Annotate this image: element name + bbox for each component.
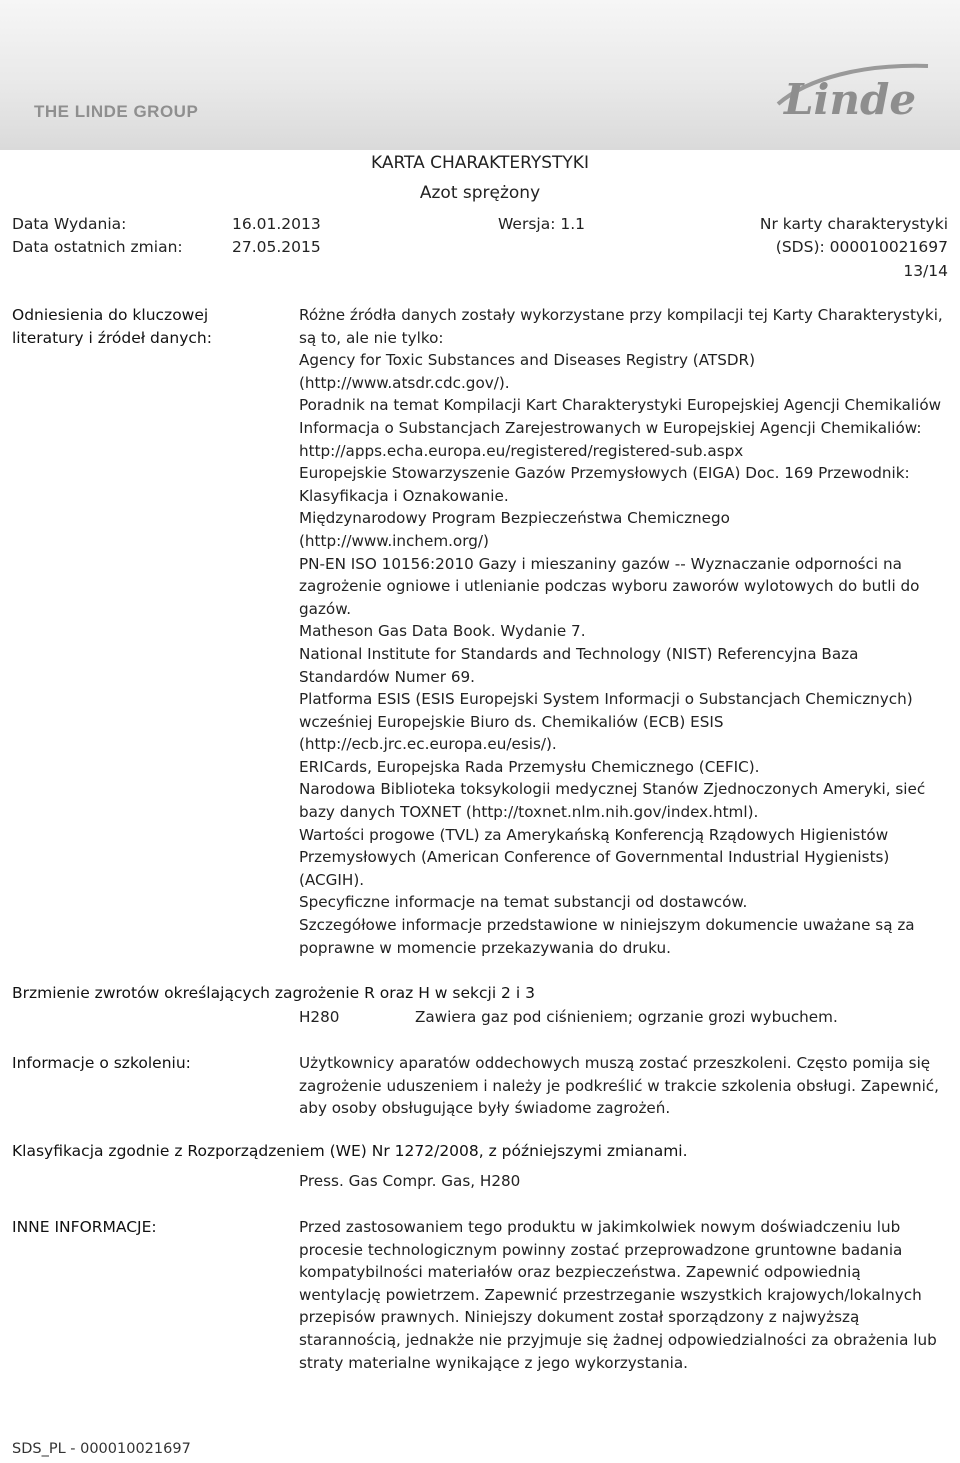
footer-doc-id: SDS_PL - 000010021697 bbox=[12, 1441, 191, 1457]
training-line: zagrożenie uduszeniem i należy je podkreślić w trakcie szkolenia obsługi. Zapewnić, bbox=[299, 1076, 939, 1095]
sds-number: (SDS): 000010021697 bbox=[775, 238, 948, 256]
product-name: Azot sprężony bbox=[419, 183, 541, 203]
reference-line: poprawne w momencie przekazywania do druku. bbox=[299, 938, 671, 957]
sds-number-label: Nr karty charakterystyki bbox=[759, 215, 948, 233]
reference-line: Poradnik na temat Kompilacji Kart Charakterystyki Europejskiej Agencji Chemikaliów bbox=[299, 396, 942, 415]
page-number: 13/14 bbox=[903, 262, 948, 280]
reference-line: Narodowa Biblioteka toksykologii medycznej Stanów Zjednoczonych Ameryki, sieć bbox=[299, 780, 926, 799]
other-info-line: procesie technologicznym powinny zostać przeprowadzone gruntowne badania bbox=[299, 1240, 903, 1259]
issue-date-label: Data Wydania: bbox=[12, 215, 127, 233]
training-line: aby osoby obsługujące były świadome zagrożeń. bbox=[299, 1099, 671, 1118]
hazard-text: Zawiera gaz pod ciśnieniem; ogrzanie grozi wybuchem. bbox=[415, 1008, 838, 1026]
classification-heading: Klasyfikacja zgodnie z Rozporządzeniem (WE) Nr 1272/2008, z późniejszymi zmianami. bbox=[12, 1142, 688, 1160]
header-banner bbox=[0, 0, 960, 150]
reference-line: bazy danych TOXNET (http://toxnet.nlm.nih.gov/index.html). bbox=[299, 803, 759, 822]
reference-line: Platforma ESIS (ESIS Europejski System Informacji o Substancjach Chemicznych) bbox=[299, 690, 913, 709]
reference-line: gazów. bbox=[299, 599, 352, 618]
references-text bbox=[299, 304, 949, 959]
other-info-label: INNE INFORMACJE: bbox=[12, 1218, 157, 1236]
reference-line: Agency for Toxic Substances and Diseases Registry (ATSDR) bbox=[299, 351, 756, 370]
other-info-line: Przed zastosowaniem tego produktu w jakimkolwiek nowym doświadczeniu lub bbox=[299, 1218, 901, 1236]
version: Wersja: 1.1 bbox=[498, 215, 586, 233]
other-info-line: starannością, jednakże nie przyjmuje się żadnej odpowiedzialności za obrażenia lub bbox=[299, 1330, 937, 1349]
other-info-line: przepisów prawnych. Niniejszy dokument został sporządzony z najwyższą bbox=[299, 1308, 860, 1327]
reference-line: Różne źródła danych zostały wykorzystane przy kompilacji tej Karty Charakterystyki, bbox=[299, 306, 943, 324]
training-line: Użytkownicy aparatów oddechowych muszą zostać przeszkoleni. Często pomija się bbox=[299, 1054, 931, 1072]
reference-line: (http://www.inchem.org/) bbox=[299, 531, 489, 550]
linde-group-logo: THE LINDE GROUP bbox=[34, 102, 199, 121]
reference-line: (http://www.atsdr.cdc.gov/). bbox=[299, 373, 510, 392]
reference-line: (ACGIH). bbox=[299, 870, 365, 889]
reference-line: ERICards, Europejska Rada Przemysłu Chemicznego (CEFIC). bbox=[299, 757, 760, 776]
reference-line: National Institute for Standards and Technology (NIST) Referencyjna Baza bbox=[299, 644, 859, 663]
classification-value: Press. Gas Compr. Gas, H280 bbox=[299, 1172, 521, 1190]
reference-line: są to, ale nie tylko: bbox=[299, 328, 444, 347]
issue-date: 16.01.2013 bbox=[232, 215, 321, 233]
reference-line: Międzynarodowy Program Bezpieczeństwa Chemicznego bbox=[299, 509, 730, 528]
other-info-line: wentylację powietrzem. Zapewnić przestrzeganie wszystkich krajowych/lokalnych bbox=[299, 1285, 922, 1304]
revision-date: 27.05.2015 bbox=[232, 238, 321, 256]
training-text bbox=[299, 1052, 949, 1120]
other-info-text bbox=[299, 1216, 949, 1374]
reference-line: Europejskie Stowarzyszenie Gazów Przemysłowych (EIGA) Doc. 169 Przewodnik: bbox=[299, 464, 910, 483]
linde-logo bbox=[768, 56, 938, 126]
reference-line: Szczegółowe informacje przedstawione w niniejszym dokumencie uważane są za bbox=[299, 916, 915, 935]
hazard-phrases-heading: Brzmienie zwrotów określających zagrożenie R oraz H w sekcji 2 i 3 bbox=[12, 984, 535, 1002]
reference-line: http://apps.echa.europa.eu/registered/registered-sub.aspx bbox=[299, 441, 744, 460]
references-label-line: literatury i źródeł danych: bbox=[12, 328, 212, 347]
training-label: Informacje o szkoleniu: bbox=[12, 1054, 191, 1072]
other-info-line: kompatybilności materiałów oraz bezpieczeństwa. Zapewnić odpowiednią bbox=[299, 1263, 861, 1282]
reference-line: Standardów Numer 69. bbox=[299, 667, 475, 686]
reference-line: Klasyfikacja i Oznakowanie. bbox=[299, 486, 509, 505]
svg-text:Linde: Linde bbox=[784, 75, 917, 124]
reference-line: Przemysłowych (American Conference of Governmental Industrial Hygienists) bbox=[299, 848, 890, 867]
reference-line: Wartości progowe (TVL) za Amerykańską Konferencją Rządowych Higienistów bbox=[299, 825, 889, 844]
other-info-line: straty materialne wynikające z jego wykorzystania. bbox=[299, 1353, 688, 1372]
references-label-line: Odniesienia do kluczowej bbox=[12, 306, 209, 324]
document-title: KARTA CHARAKTERYSTYKI bbox=[371, 153, 589, 173]
references-label bbox=[12, 304, 212, 349]
reference-line: Informacja o Substancjach Zarejestrowanych w Europejskiej Agencji Chemikaliów: bbox=[299, 418, 922, 437]
reference-line: PN-EN ISO 10156:2010 Gazy i mieszaniny gazów -- Wyznaczanie odporności na bbox=[299, 554, 902, 573]
revision-date-label: Data ostatnich zmian: bbox=[12, 238, 183, 256]
reference-line: zagrożenie ogniowe i utlenianie podczas wyboru zaworów wylotowych do butli do bbox=[299, 577, 920, 596]
reference-line: Matheson Gas Data Book. Wydanie 7. bbox=[299, 622, 586, 641]
reference-line: (http://ecb.jrc.ec.europa.eu/esis/). bbox=[299, 735, 557, 754]
reference-line: wcześniej Europejskie Biuro ds. Chemikaliów (ECB) ESIS bbox=[299, 712, 724, 731]
reference-line: Specyficzne informacje na temat substancji od dostawców. bbox=[299, 893, 748, 912]
hazard-code: H280 bbox=[299, 1008, 340, 1026]
